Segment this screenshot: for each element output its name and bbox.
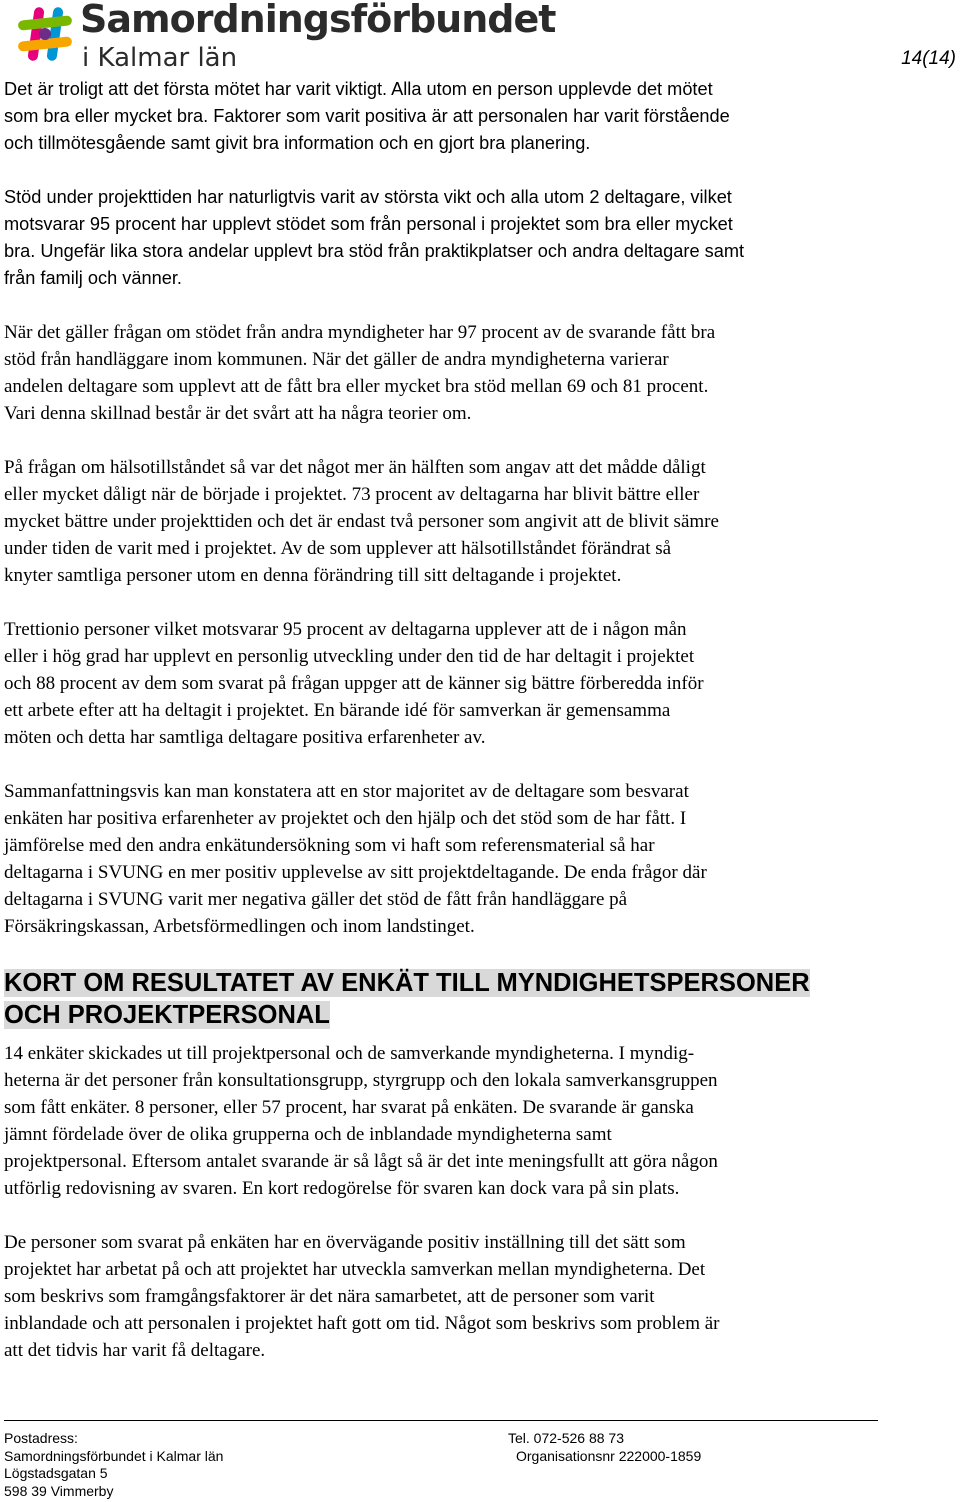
section-heading <box>4 967 896 1031</box>
footer-contact <box>508 1430 701 1465</box>
body-paragraph: 14 enkäter skickades ut till projektpersonal och de samverkande myndigheterna. I myndig- heterna är det personer från konsultationsgrupp, styrgrupp och den lokala samverkansgruppen som fått enkäter. 8 personer, eller 57 procent, har svarat på enkäten. De svarande är ganska jämnt fördelade över de olika grupperna och de inblandade myndigheterna samt projektpersonal. Eftersom antalet svarande är så lågt så är det inte meningsfullt att göra någon utförlig redovisning av svaren. En kort redogörelse för svaren kan dock vara på sin plats. <box>4 1043 718 1199</box>
paragraphs-after-heading <box>4 1040 896 1364</box>
footer-org-name: Samordningsförbundet i Kalmar län <box>4 1447 224 1464</box>
document-body <box>4 76 896 1391</box>
footer-phone: Tel. 072-526 88 73 <box>508 1430 624 1446</box>
page-number: 14(14) <box>901 48 956 69</box>
footer-postal-label: Postadress: <box>4 1430 78 1446</box>
logo-hash-strokes <box>18 7 73 62</box>
footer-org-number: Organisationsnr 222000-1859 <box>516 1447 702 1464</box>
body-paragraph: De personer som svarat på enkäten har en övervägande positiv inställning till det sätt som projektet har arbetat på och att projektet har utveckla samverkan mellan myndigheterna. Det som beskrivs som framgångsfaktorer är det nära samarbetet, att de personer som varit inblandade och att personalen i projektet haft gott om tid. Något som beskrivs som problem är att det tidvis har varit få deltagare. <box>4 1232 720 1361</box>
body-paragraph: Sammanfattningsvis kan man konstatera att en stor majoritet av de deltagare som besvarat enkäten har positiva erfarenheter av projektet och den hjälp och det stöd som de har fått. I jämförelse med den andra enkätundersökning som vi haft som referensmaterial så har deltagarna i SVUNG en mer positiv upplevelse av sitt projektdeltagande. De enda frågor där deltagarna i SVUNG varit mer negativa gäller det stöd de fått från handläggare på Försäkringskassan, Arbetsförmedlingen och inom landstinget. <box>4 781 707 937</box>
footer-address <box>4 1430 223 1500</box>
section-heading-text: KORT OM RESULTATET AV ENKÄT TILL MYNDIGHETSPERSONER OCH PROJEKTPERSONAL <box>4 969 810 1029</box>
organization-logo <box>14 0 556 73</box>
body-paragraph: På frågan om hälsotillståndet så var det något mer än hälften som angav att det mådde dåligt eller mycket dåligt när de började i projektet. 73 procent av deltagarna har blivit bättre eller mycket bättre under projekttiden och det är endast två personer som angivit att de blivit sämre under tiden de varit med i projektet. Av de som upplever att hälsotillståndet förändrat så knyter samtliga personer utom en denna förändring till sitt deltagande i projektet. <box>4 457 719 586</box>
body-paragraph: Det är troligt att det första mötet har varit viktigt. Alla utom en person upplevde det mötet som bra eller mycket bra. Faktorer som varit positiva är att personalen har varit förstående och tillmötesgående samt givit bra information och en gjort bra planering. <box>4 79 730 153</box>
body-paragraph: Trettionio personer vilket motsvarar 95 procent av deltagarna upplever att de i någon mån eller i hög grad har upplevt en personlig utveckling under den tid de har deltagit i projektet och 88 procent av dem som svarat på frågan uppger att de känner sig bättre förberedda inför ett arbete efter att ha deltagit i projektet. En bärande idé för samverkan är gemensamma möten och detta har samtliga deltagare positiva erfarenheter av. <box>4 619 704 748</box>
page-footer <box>4 1420 878 1499</box>
logo-subtitle: i Kalmar län <box>82 43 238 73</box>
body-paragraph: Stöd under projekttiden har naturligtvis varit av största vikt och alla utom 2 deltagare, vilket motsvarar 95 procent har upplevt stödet som från personal i projektet som bra eller mycket bra. Ungefär lika stora andelar upplevt bra stöd från praktikplatser och andra deltagare samt från familj och vänner. <box>4 187 745 288</box>
body-paragraph: När det gäller frågan om stödet från andra myndigheter har 97 procent av de svarande fått bra stöd från handläggare inom kommunen. När det gäller de andra myndigheterna varierar andelen deltagare som upplevt att de fått bra eller mycket bra stöd mellan 69 och 81 procent. Vari denna skillnad består är det svårt att ha några teorier om. <box>4 322 716 424</box>
logo-name: Samordningsförbundet <box>80 0 556 41</box>
paragraphs-before-heading <box>4 76 896 940</box>
footer-postcode-city: 598 39 Vimmerby <box>4 1482 114 1499</box>
logo-hash-icon <box>14 3 76 65</box>
footer-street: Lögstadsgatan 5 <box>4 1465 108 1481</box>
